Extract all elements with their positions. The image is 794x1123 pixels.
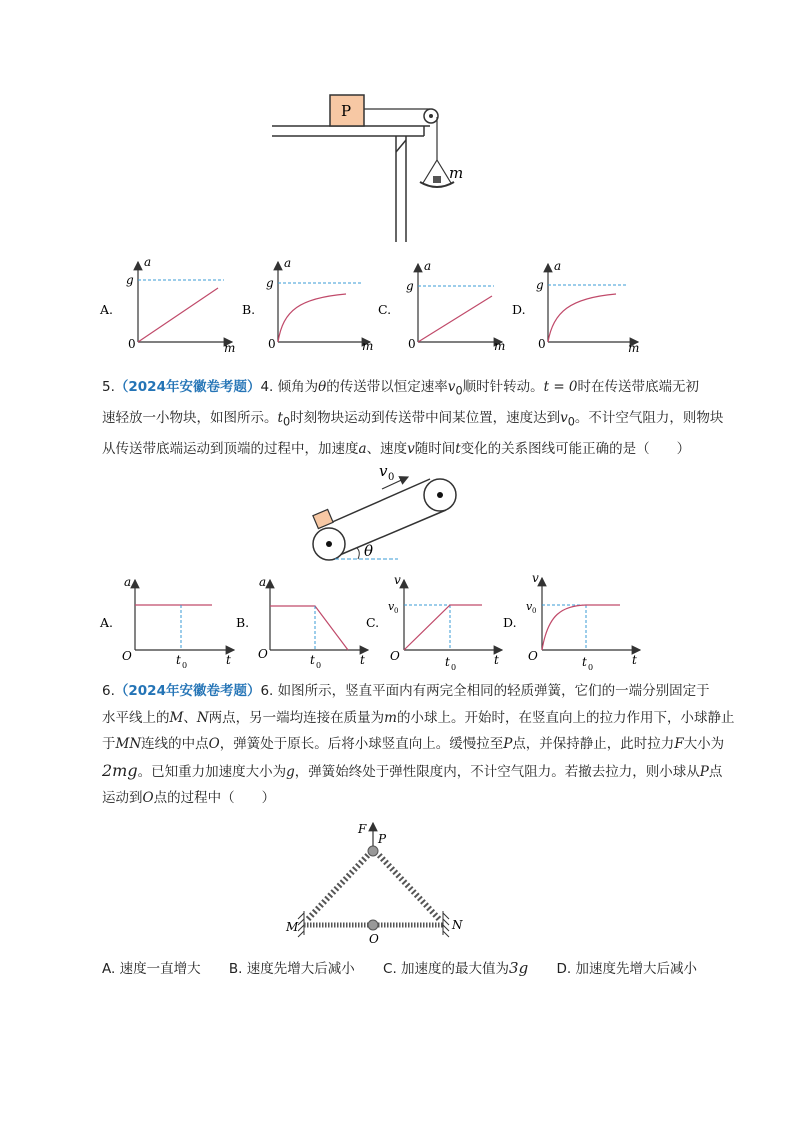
svg-text:O: O	[258, 647, 268, 661]
conveyor-figure	[0, 462, 794, 572]
svg-text:0: 0	[538, 337, 546, 351]
svg-text:g: g	[126, 273, 134, 287]
q4-graphs	[0, 250, 794, 360]
q6-line-5: 运动到O点的过程中（ ）	[102, 790, 276, 806]
q4-option-a: A.	[100, 302, 114, 317]
q5-graphs	[0, 572, 794, 672]
svg-text:v: v	[532, 571, 539, 585]
q4-option-c: C.	[378, 302, 392, 317]
q6-source: 2024年安徽卷考题	[128, 683, 247, 699]
svg-text:t: t	[176, 653, 181, 667]
svg-text:0: 0	[388, 472, 395, 483]
svg-text:0: 0	[451, 663, 457, 672]
svg-text:v: v	[388, 600, 395, 613]
ball-p	[368, 846, 378, 856]
conveyor-belt	[313, 479, 456, 560]
svg-text:O: O	[369, 932, 379, 946]
small-block	[313, 509, 333, 528]
svg-text:a: a	[284, 256, 292, 270]
svg-text:D.: D.	[503, 615, 517, 630]
q5-line-2: 速轻放一小物块，如图所示。$t_0$时刻物块运动到传送带中间某位置，速度达到$v_0$。不计空气阻力，则物块	[102, 410, 724, 429]
weight-icon	[433, 176, 441, 183]
pulley-axle	[429, 114, 433, 118]
svg-text:a: a	[424, 259, 432, 273]
q5-text	[102, 374, 724, 463]
svg-text:0: 0	[128, 337, 136, 351]
q4-graph-b	[242, 256, 373, 353]
table-pulley-figure	[0, 0, 794, 260]
svg-text:a: a	[144, 255, 152, 269]
svg-text:m: m	[628, 341, 640, 355]
svg-text:a: a	[554, 259, 562, 273]
svg-text:C.: C.	[366, 615, 380, 630]
svg-text:g: g	[266, 276, 274, 290]
svg-text:a: a	[259, 575, 267, 589]
svg-text:B.: B.	[236, 615, 250, 630]
q4-graph-c	[378, 259, 505, 353]
svg-text:0: 0	[316, 661, 322, 670]
svg-text:P: P	[378, 832, 387, 846]
svg-text:t: t	[632, 653, 637, 667]
q6-choice-b: B. 速度先增大后减小	[228, 961, 355, 977]
svg-text:0: 0	[588, 663, 594, 672]
q5-line-3: 从传送带底端运动到顶端的过程中，加速度a、速度v随时间t变化的关系图线可能正确的是（ ）	[102, 441, 691, 458]
svg-text:t: t	[310, 653, 315, 667]
q5-source: 2024年安徽卷考题	[128, 379, 247, 395]
svg-text:t: t	[360, 653, 365, 667]
q4-graph-a	[99, 255, 235, 355]
q6-line-4: 2mg。已知重力加速度大小为g，弹簧始终处于弹性限度内，不计空气阻力。若撤去拉力，则小球从P点	[102, 760, 723, 780]
q5-line-1: 5.（2024年安徽卷考题）4. 倾角为θ的传送带以恒定速率$v_0$顺时针转动。t = 0时在传送带底端无初	[102, 379, 700, 398]
svg-text:v: v	[379, 462, 388, 480]
q4-option-d: D.	[512, 302, 526, 317]
q5-graph-b	[236, 575, 368, 670]
svg-text:m: m	[362, 339, 374, 353]
ball-o	[368, 920, 378, 930]
wall-m	[298, 911, 304, 937]
svg-text:M: M	[286, 920, 299, 934]
svg-text:t: t	[494, 653, 499, 667]
svg-text:N: N	[452, 918, 463, 932]
angle-label: θ	[364, 542, 374, 560]
block-p-label: P	[341, 102, 352, 120]
svg-text:t: t	[582, 655, 587, 669]
svg-text:0: 0	[182, 661, 188, 670]
svg-text:0: 0	[408, 337, 416, 351]
spring-np	[379, 855, 439, 919]
q6-text	[102, 678, 735, 812]
q6-choice-a: A. 速度一直增大	[102, 961, 201, 977]
svg-text:m: m	[224, 341, 236, 355]
table	[272, 126, 430, 242]
q6-choice-c: C. 加速度的最大值为3g	[383, 959, 529, 977]
svg-text:0: 0	[268, 337, 276, 351]
q4-option-b: B.	[242, 302, 256, 317]
q6-line-1: 6.（2024年安徽卷考题）6. 如图所示，竖直平面内有两完全相同的轻质弹簧，它们的一端分别固定于	[102, 683, 710, 699]
svg-text:0: 0	[394, 607, 399, 615]
svg-text:F: F	[358, 822, 367, 836]
q6-line-2: 水平线上的M、N两点，另一端均连接在质量为m的小球上。开始时，在竖直向上的拉力作用下，小球静止	[102, 709, 735, 726]
q4-graph-d	[512, 259, 639, 355]
svg-text:m: m	[494, 339, 506, 353]
spring-figure	[0, 815, 794, 945]
wall-n	[443, 911, 449, 937]
svg-text:O: O	[390, 649, 400, 663]
svg-text:0: 0	[532, 607, 537, 615]
svg-text:v: v	[394, 573, 401, 587]
spring-mp	[308, 855, 368, 919]
q5-graph-a	[99, 575, 234, 670]
svg-text:g: g	[536, 278, 544, 292]
svg-text:a: a	[124, 575, 132, 589]
svg-text:t: t	[445, 655, 450, 669]
svg-text:O: O	[122, 649, 132, 663]
q5-graph-d	[503, 571, 640, 672]
svg-text:O: O	[528, 649, 538, 663]
mass-label: m	[449, 164, 464, 182]
q6-choice-d: D. 加速度先增大后减小	[556, 961, 697, 977]
q6-choices	[102, 957, 722, 977]
svg-text:t: t	[226, 653, 231, 667]
svg-text:A.: A.	[100, 615, 114, 630]
q6-line-3: 于MN连线的中点O，弹簧处于原长。后将小球竖直向上。缓慢拉至P点，并保持静止，此时拉力F大小为	[102, 736, 725, 752]
q5-graph-c	[366, 573, 502, 672]
svg-text:g: g	[406, 279, 414, 293]
svg-text:v: v	[526, 600, 533, 613]
